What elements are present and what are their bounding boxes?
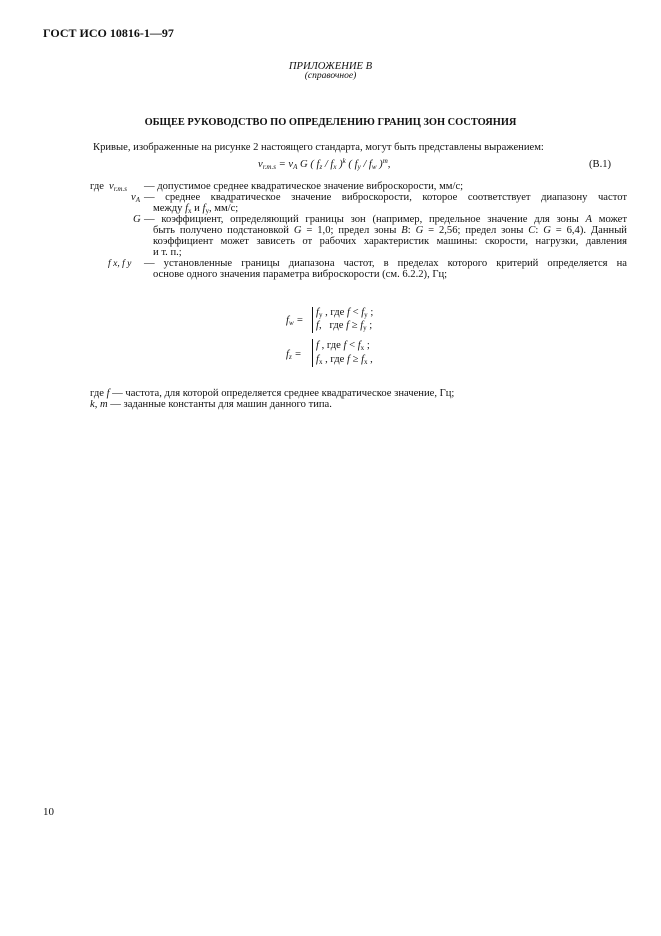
definition-text: — среднее квадратическое значение виброскорости, которое соответствует диапазону частот bbox=[144, 192, 627, 203]
appendix-subtitle: (справочное) bbox=[304, 71, 357, 81]
document-id: ГОСТ ИСО 10816-1—97 bbox=[43, 26, 174, 40]
footer-definition-km: k, m — заданные константы для машин данного типа. bbox=[90, 399, 332, 410]
definition-text: основе одного значения параметра виброскорости (см. 6.2.2), Гц; bbox=[153, 269, 448, 280]
intro-text: Кривые, изображенные на рисунке 2 настоящего стандарта, могут быть представлены выражением: bbox=[93, 142, 544, 153]
section-heading: ОБЩЕЕ РУКОВОДСТВО ПО ОПРЕДЕЛЕНИЮ ГРАНИЦ ЗОН СОСТОЯНИЯ bbox=[144, 117, 517, 128]
definition-text: — коэффициент, определяющий границы зон (например, предельное значение для зоны A может bbox=[144, 214, 627, 225]
definition-text: и т. п.; bbox=[153, 247, 182, 258]
definition-term: $v_A$ bbox=[131, 192, 140, 204]
definition-text: быть получено подстановкой G = 1,0; предел зоны B: G = 2,56; предел зоны C: G = 6,4). Данный bbox=[153, 225, 627, 236]
footer-definition-f: где f — частота, для которой определяется среднее квадратическое значение, Гц; bbox=[90, 388, 455, 399]
definition-prefix: где bbox=[90, 181, 104, 192]
page-number: 10 bbox=[43, 806, 54, 818]
formula-b1: $v_{r.m.s} = v_A$ G ( $f_z / f_x$ )$^k$ ( $f_y / f_w$ )$^m$, bbox=[258, 157, 391, 171]
definition-term: f x, f y bbox=[108, 258, 132, 269]
formula-number: (В.1) bbox=[589, 159, 612, 170]
definition-term: G bbox=[133, 214, 141, 225]
definition-text: коэффициент может зависеть от рабочих характеристик машины: скорости, нагрузки, давления bbox=[153, 236, 627, 247]
definition-text: — допустимое среднее квадратическое значение виброскорости, мм/с; bbox=[144, 181, 464, 192]
appendix-title: ПРИЛОЖЕНИЕ В bbox=[288, 61, 373, 72]
definition-term: $v_{r.m.s}$ bbox=[109, 181, 127, 193]
definition-text: — установленные границы диапазона частот, в пределах которого критерий определяется на bbox=[144, 258, 627, 269]
definition-text: между $f_x$ и $f_y$, мм/с; bbox=[153, 203, 239, 215]
